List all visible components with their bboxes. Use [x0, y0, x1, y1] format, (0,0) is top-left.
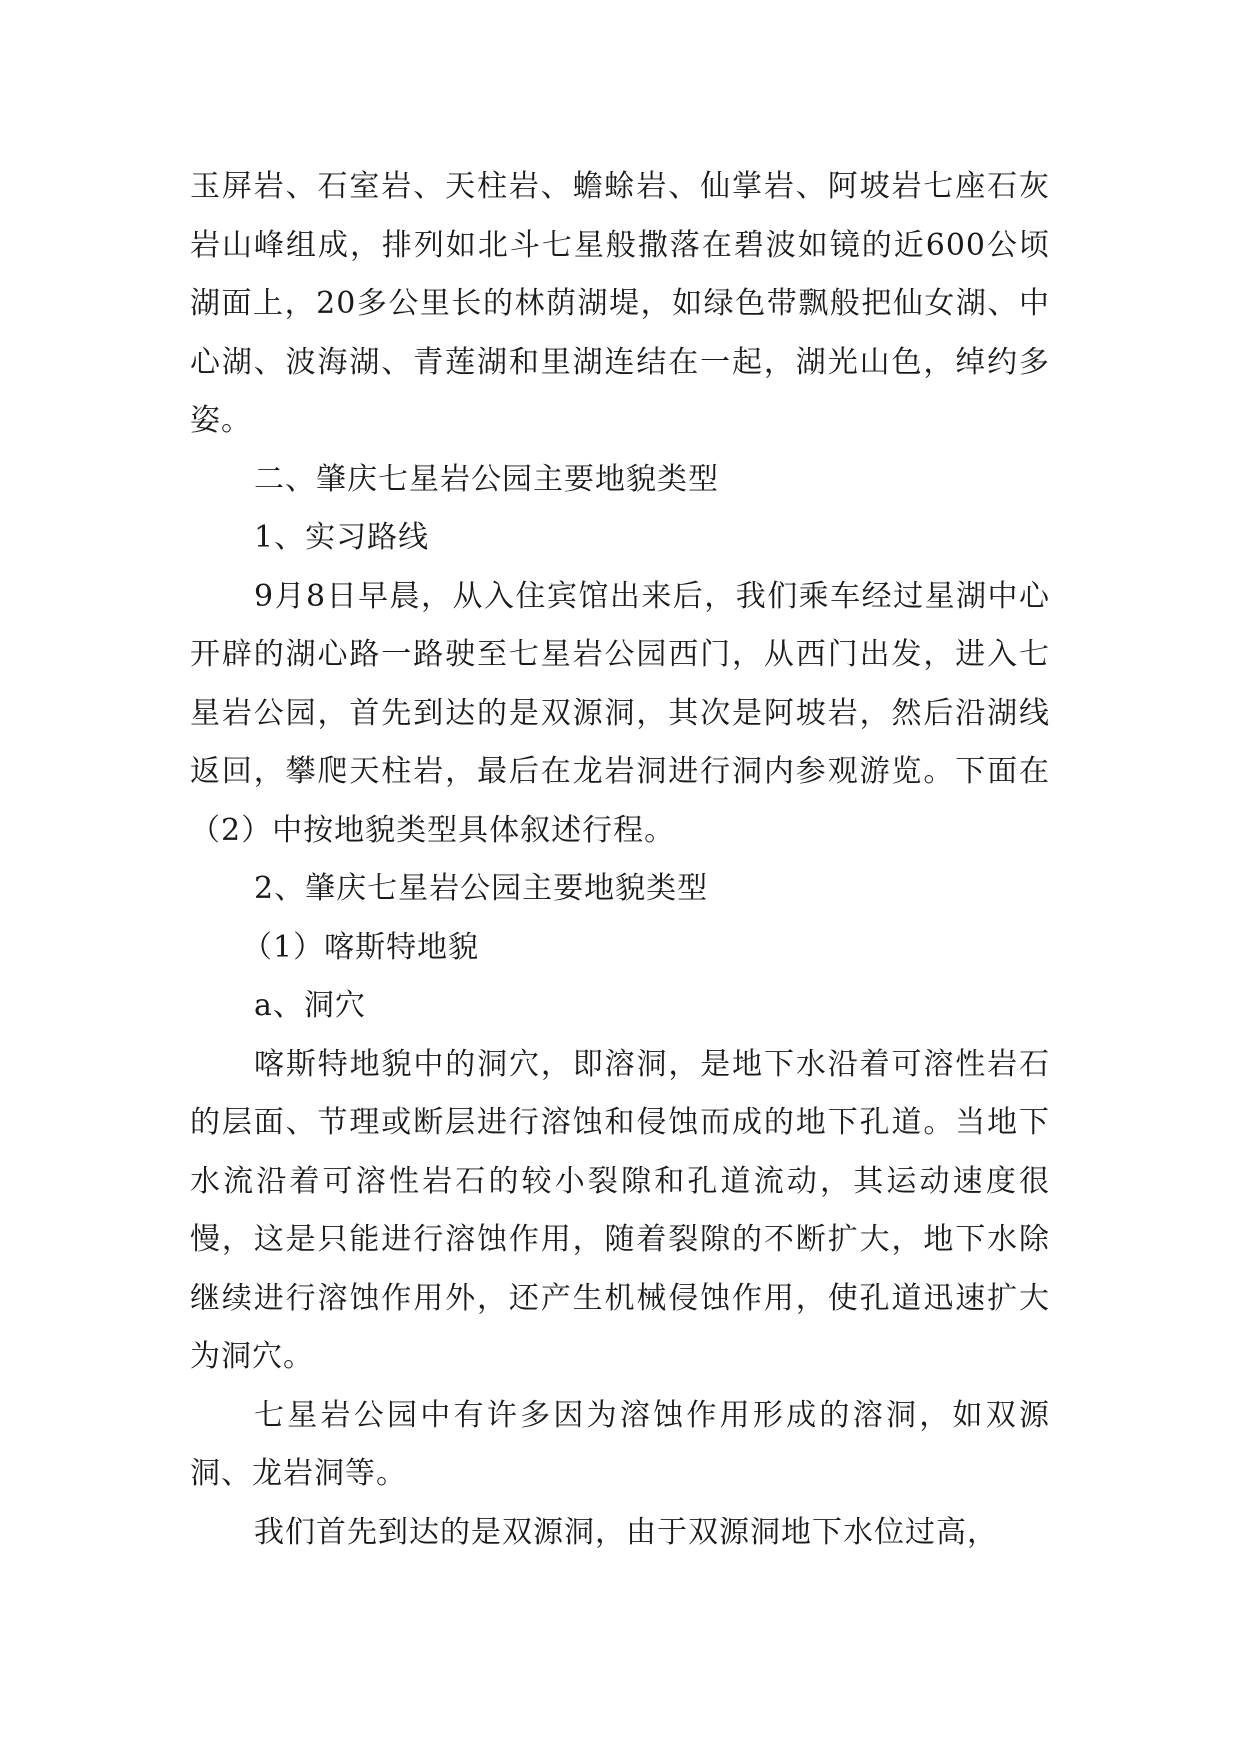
subheading-caves: a、洞穴 — [254, 988, 366, 1023]
paragraph-cave-examples: 七星岩公园中有许多因为溶蚀作用形成的溶洞，如双源洞、龙岩洞等。 — [190, 1397, 1050, 1491]
paragraph-continued: 玉屏岩、石室岩、天柱岩、蟾蜍岩、仙掌岩、阿坡岩七座石灰岩山峰组成，排列如北斗七星般撒落在碧波如镜的近600公顷湖面上，20多公里长的林荫湖堤，如绿色带飘般把仙女湖、中心湖、波海湖、青莲湖和里湖连结在一起，湖光山色，绰约多姿。 — [190, 169, 1050, 438]
paragraph-cave-formation: 喀斯特地貌中的洞穴，即溶洞，是地下水沿着可溶性岩石的层面、节理或断层进行溶蚀和侵蚀而成的地下孔道。当地下水流沿着可溶性岩石的较小裂隙和孔道流动，其运动速度很慢，这是只能进行溶蚀作用，随着裂隙的不断扩大，地下水除继续进行溶蚀作用外，还产生机械侵蚀作用，使孔道迅速扩大为洞穴。 — [190, 1046, 1050, 1374]
subheading-route: 1、实习路线 — [254, 520, 430, 555]
section-heading-landform-types: 二、肇庆七星岩公园主要地貌类型 — [254, 461, 719, 497]
document-body — [190, 158, 1050, 1562]
subheading-karst: （1）喀斯特地貌 — [242, 929, 480, 965]
subheading-main-landform-types: 2、肇庆七星岩公园主要地貌类型 — [254, 871, 709, 906]
paragraph-route: 9月8日早晨，从入住宾馆出来后，我们乘车经过星湖中心开辟的湖心路一路驶至七星岩公园西门，从西门出发，进入七星岩公园，首先到达的是双源洞，其次是阿坡岩，然后沿湖线返回，攀爬天柱岩，最后在龙岩洞进行洞内参观游览。下面在（2）中按地貌类型具体叙述行程。 — [190, 578, 1050, 848]
paragraph-shuangyuan-cave: 我们首先到达的是双源洞，由于双源洞地下水位过高， — [254, 1514, 998, 1550]
